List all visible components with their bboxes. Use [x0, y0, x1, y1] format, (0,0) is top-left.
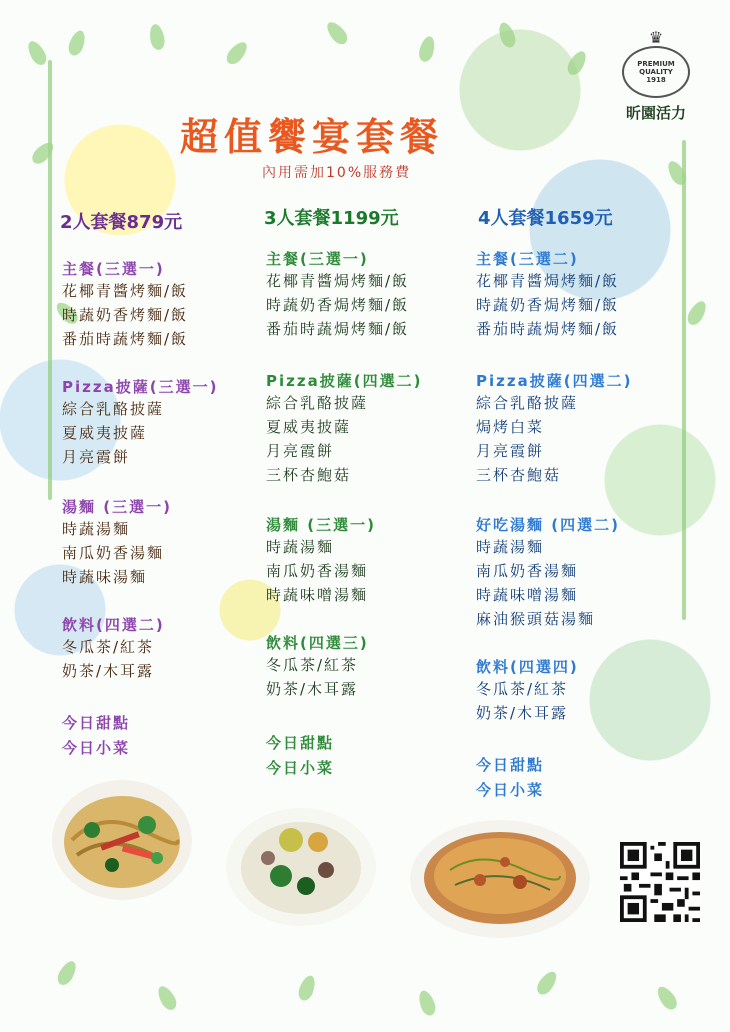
menu-item: 時蔬湯麵: [62, 520, 131, 538]
service-charge-note: 內用需加10%服務費: [262, 165, 412, 181]
menu-item: 月亮霞餅: [476, 442, 545, 460]
leaf-decoration: [416, 988, 438, 1017]
extra-item: 今日甜點: [476, 756, 545, 774]
leaf-decoration: [148, 23, 166, 51]
menu-item: 時蔬奶香焗烤麵/飯: [476, 296, 620, 314]
leaf-decoration: [534, 968, 560, 997]
menu-item: 冬瓜茶/紅茶: [476, 680, 569, 698]
section-header: 好吃湯麵 (四選二): [476, 516, 620, 534]
soup-photo: [226, 808, 376, 926]
menu-item: 番茄時蔬烤麵/飯: [62, 330, 189, 348]
crown-icon: ♛: [648, 28, 664, 47]
menu-item: 時蔬湯麵: [266, 538, 335, 556]
menu-item: 時蔬奶香焗烤麵/飯: [266, 296, 410, 314]
leaf-decoration: [223, 39, 250, 68]
section-header: 湯麵 (三選一): [266, 516, 376, 534]
menu-item: 奶茶/木耳露: [476, 704, 569, 722]
package-title: 2人套餐879元: [60, 212, 183, 233]
menu-item: 綜合乳酪披薩: [476, 394, 579, 412]
menu-item: 南瓜奶香湯麵: [476, 562, 579, 580]
extra-item: 今日小菜: [266, 759, 335, 777]
menu-item: 花椰青醬烤麵/飯: [62, 282, 189, 300]
leaf-decoration: [564, 48, 589, 78]
extras-section: [62, 712, 130, 758]
extra-item: 今日甜點: [62, 714, 131, 732]
leaf-decoration: [29, 139, 57, 167]
section-header: Pizza披薩(四選二): [476, 372, 633, 390]
menu-item: 時蔬味噌湯麵: [266, 586, 369, 604]
extras-section: [266, 732, 334, 778]
menu-item: 綜合乳酪披薩: [266, 394, 369, 412]
brand-logo: [614, 30, 698, 120]
leaf-decoration: [66, 28, 88, 57]
page-title: 超值饗宴套餐: [180, 114, 445, 159]
menu-item: 夏威夷披薩: [62, 424, 148, 442]
menu-item: 三杯杏鮑菇: [266, 466, 352, 484]
menu-item: 花椰青醬焗烤麵/飯: [476, 272, 620, 290]
menu-item: 綜合乳酪披薩: [62, 400, 165, 418]
qr-code[interactable]: [620, 842, 700, 922]
menu-item: 冬瓜茶/紅茶: [62, 638, 155, 656]
menu-item: 時蔬味噌湯麵: [476, 586, 579, 604]
drink-section: [476, 656, 579, 725]
pizza-section: [476, 370, 632, 487]
menu-item: 花椰青醬焗烤麵/飯: [266, 272, 410, 290]
soup-noodle-section: [476, 514, 620, 631]
menu-item: 番茄時蔬焗烤麵/飯: [476, 320, 620, 338]
menu-item: 麻油猴頭菇湯麵: [476, 610, 596, 628]
quality-seal: PREMIUM QUALITY 1918: [622, 46, 690, 98]
menu-item: 焗烤白菜: [476, 418, 545, 436]
section-header: 飲料(四選四): [476, 658, 579, 676]
menu-item: 月亮霞餅: [62, 448, 131, 466]
leaf-decoration: [417, 35, 437, 64]
menu-item: 月亮霞餅: [266, 442, 335, 460]
section-header: 主餐(三選一): [266, 250, 369, 268]
pizza-photo: [410, 820, 590, 938]
menu-item: 冬瓜茶/紅茶: [266, 656, 359, 674]
leaf-decoration: [684, 298, 709, 328]
menu-item: 奶茶/木耳露: [266, 680, 359, 698]
main-course-section: [476, 248, 619, 341]
leaf-decoration: [296, 973, 318, 1002]
menu-item: 奶茶/木耳露: [62, 662, 155, 680]
section-header: Pizza披薩(四選二): [266, 372, 423, 390]
menu-item: 時蔬湯麵: [476, 538, 545, 556]
leaf-decoration: [54, 958, 79, 988]
brand-name: 昕園活力: [625, 104, 686, 122]
menu-item: 三杯杏鮑菇: [476, 466, 562, 484]
pasta-photo: [52, 780, 192, 900]
pizza-section: [62, 376, 218, 469]
menu-item: 時蔬奶香烤麵/飯: [62, 306, 189, 324]
menu-item: 南瓜奶香湯麵: [266, 562, 369, 580]
extras-section: [476, 754, 544, 800]
leaf-decoration: [496, 20, 518, 49]
section-header: 主餐(三選二): [476, 250, 579, 268]
pizza-section: [266, 370, 422, 487]
menu-item: 夏威夷披薩: [266, 418, 352, 436]
drink-section: [62, 614, 165, 683]
main-course-section: [62, 258, 188, 351]
leaf-decoration: [24, 38, 49, 68]
soup-noodle-section: [62, 496, 172, 589]
extra-item: 今日小菜: [476, 781, 545, 799]
leaf-decoration: [154, 983, 179, 1013]
extra-item: 今日小菜: [62, 739, 131, 757]
package-title: 4人套餐1659元: [478, 208, 613, 229]
section-header: 飲料(四選二): [62, 616, 165, 634]
section-header: Pizza披薩(三選一): [62, 378, 219, 396]
drink-section: [266, 632, 369, 701]
vine-left: [48, 60, 52, 500]
extra-item: 今日甜點: [266, 734, 335, 752]
soup-noodle-section: [266, 514, 376, 607]
leaf-decoration: [323, 19, 350, 48]
menu-item: 時蔬味湯麵: [62, 568, 148, 586]
package-title: 3人套餐1199元: [264, 208, 399, 229]
vine-right: [682, 140, 686, 620]
menu-item: 番茄時蔬焗烤麵/飯: [266, 320, 410, 338]
section-header: 飲料(四選三): [266, 634, 369, 652]
leaf-decoration: [654, 983, 680, 1012]
section-header: 主餐(三選一): [62, 260, 165, 278]
section-header: 湯麵 (三選一): [62, 498, 172, 516]
main-course-section: [266, 248, 409, 341]
menu-item: 南瓜奶香湯麵: [62, 544, 165, 562]
